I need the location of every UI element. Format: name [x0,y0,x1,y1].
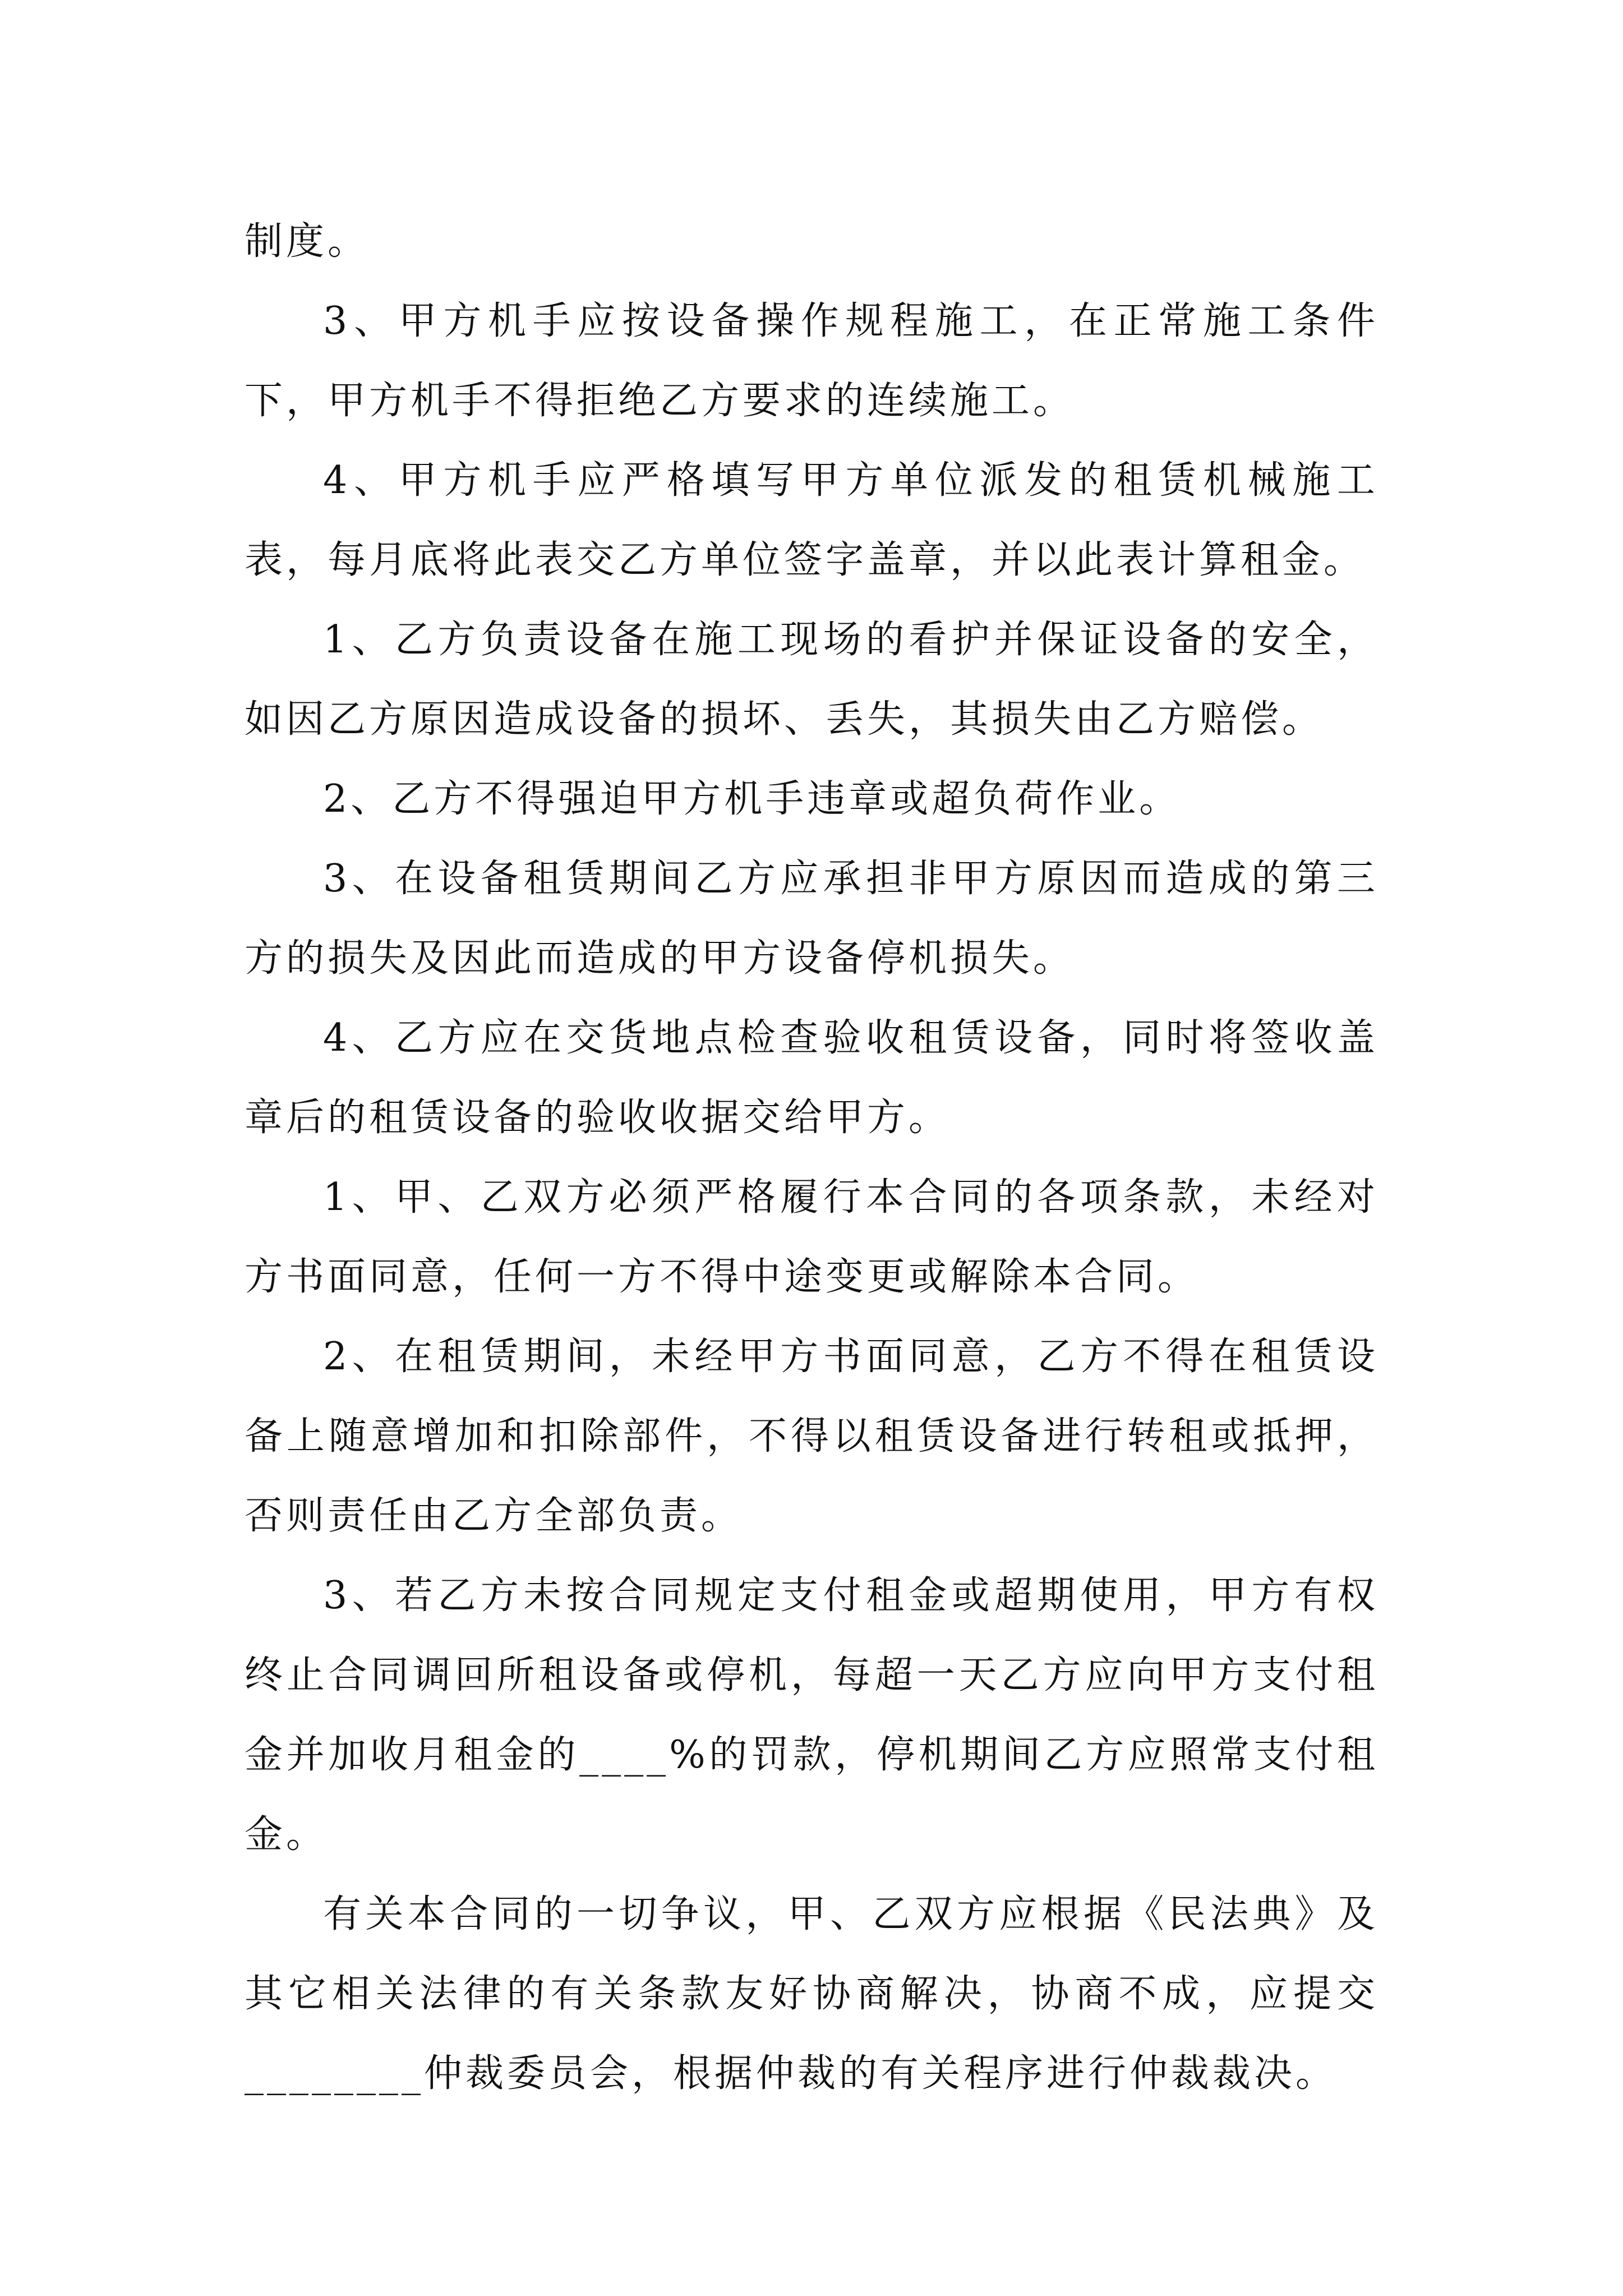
paragraph-party-b-clause-1: 1、乙方负责设备在施工现场的看护并保证设备的安全，如因乙方原因造成设备的损坏、丢失，其损失由乙方赔偿。 [245,618,1378,742]
document-body [245,202,1378,2114]
paragraph-liability-clause-1: 1、甲、乙双方必须严格履行本合同的各项条款，未经对方书面同意，任何一方不得中途变更或解除本合同。 [245,1175,1378,1299]
paragraph-liability-clause-2: 2、在租赁期间，未经甲方书面同意，乙方不得在租赁设备上随意增加和扣除部件，不得以租赁设备进行转租或抵押，否则责任由乙方全部负责。 [245,1335,1378,1538]
paragraph-party-a-clause-3: 3、甲方机手应按设备操作规程施工，在正常施工条件下，甲方机手不得拒绝乙方要求的连续施工。 [245,299,1378,423]
paragraph-liability-clause-3: 3、若乙方未按合同规定支付租金或超期使用，甲方有权终止合同调回所租设备或停机，每超一天乙方应向甲方支付租金并加收月租金的____%的罚款，停机期间乙方应照常支付租金。 [245,1573,1378,1857]
paragraph-party-b-clause-3: 3、在设备租赁期间乙方应承担非甲方原因而造成的第三方的损失及因此而造成的甲方设备停机损失。 [245,857,1378,981]
paragraph-party-b-clause-4: 4、乙方应在交货地点检查验收租赁设备，同时将签收盖章后的租赁设备的验收收据交给甲方。 [245,1016,1378,1140]
paragraph-party-a-clause-4: 4、甲方机手应严格填写甲方单位派发的租赁机械施工表，每月底将此表交乙方单位签字盖章，并以此表计算租金。 [245,458,1378,582]
paragraph-party-b-clause-2: 2、乙方不得强迫甲方机手违章或超负荷作业。 [323,777,1181,821]
paragraph-continuation: 制度。 [245,219,370,264]
paragraph-dispute-resolution: 有关本合同的一切争议，甲、乙双方应根据《民法典》及其它相关法律的有关条款友好协商解决，协商不成，应提交________仲裁委员会，根据仲裁的有关程序进行仲裁裁决。 [245,1892,1378,2096]
